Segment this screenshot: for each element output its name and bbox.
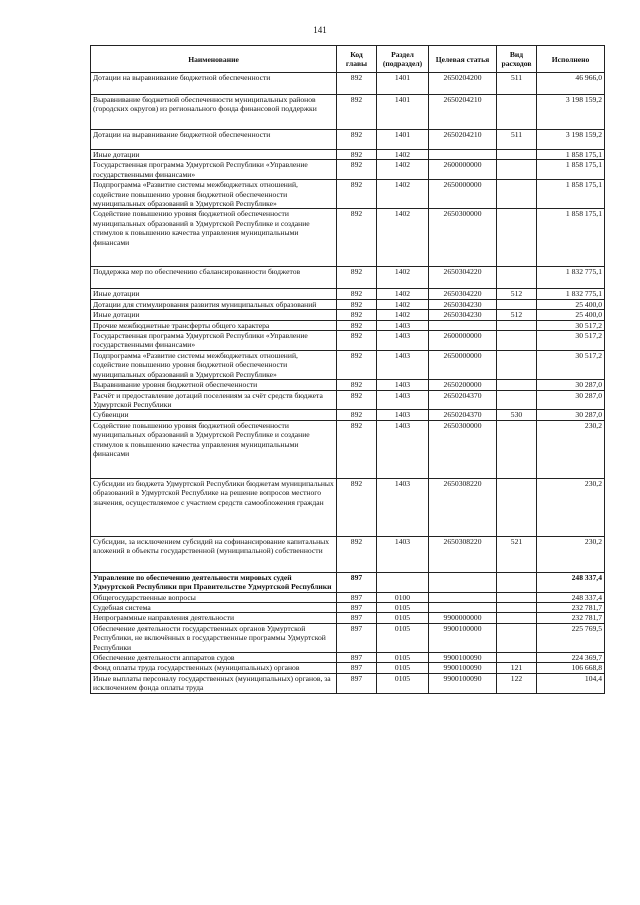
- row-section: 1401: [377, 130, 429, 150]
- table-row: [91, 663, 605, 673]
- row-article: 9900100090: [429, 673, 497, 693]
- row-sum: 30 517,2: [537, 331, 605, 351]
- row-section: [377, 572, 429, 592]
- row-name: Выравнивание уровня бюджетной обеспеченности: [91, 380, 337, 390]
- row-section: 1402: [377, 209, 429, 267]
- row-section: 1402: [377, 150, 429, 160]
- row-article: 2650304220: [429, 289, 497, 299]
- row-sum: 232 781,7: [537, 602, 605, 612]
- row-expense: [497, 320, 537, 330]
- row-code: 897: [337, 592, 377, 602]
- row-code: 892: [337, 410, 377, 420]
- table-row: [91, 331, 605, 351]
- row-expense: 122: [497, 673, 537, 693]
- row-name: Иные дотации: [91, 310, 337, 320]
- row-section: 1403: [377, 380, 429, 390]
- row-code: 892: [337, 478, 377, 536]
- row-section: 1402: [377, 310, 429, 320]
- row-expense: 512: [497, 310, 537, 320]
- row-section: 1403: [377, 350, 429, 379]
- row-code: 897: [337, 613, 377, 623]
- row-code: 892: [337, 299, 377, 309]
- row-article: 2650304230: [429, 310, 497, 320]
- row-sum: 1 858 175,1: [537, 150, 605, 160]
- row-article: [429, 150, 497, 160]
- row-name: Подпрограмма «Развитие системы межбюджетных отношений, содействие повышению уровня бюджетной обеспеченности муниципальных образований в Удмуртской Республике»: [91, 350, 337, 379]
- table-row: [91, 410, 605, 420]
- row-article: 9900100090: [429, 652, 497, 662]
- row-code: 897: [337, 652, 377, 662]
- row-article: 2650300000: [429, 420, 497, 478]
- row-code: 892: [337, 95, 377, 130]
- header-sum: Исполнено: [537, 46, 605, 73]
- row-section: 1403: [377, 320, 429, 330]
- row-article: 2600000000: [429, 331, 497, 351]
- row-code: 897: [337, 602, 377, 612]
- row-section: 1403: [377, 420, 429, 478]
- row-name: Расчёт и предоставление дотаций поселениям за счёт средств бюджета Удмуртской Республики: [91, 390, 337, 410]
- row-code: 892: [337, 267, 377, 289]
- row-code: 897: [337, 623, 377, 652]
- table-row: [91, 299, 605, 309]
- row-expense: [497, 267, 537, 289]
- row-name: Судебная система: [91, 602, 337, 612]
- row-name: Фонд оплаты труда государственных (муниципальных) органов: [91, 663, 337, 673]
- row-sum: 30 287,0: [537, 390, 605, 410]
- row-code: 892: [337, 160, 377, 180]
- table-row: [91, 209, 605, 267]
- table-row: [91, 602, 605, 612]
- row-expense: [497, 613, 537, 623]
- header-article: Целевая статья: [429, 46, 497, 73]
- row-expense: 511: [497, 73, 537, 95]
- row-section: 1403: [377, 331, 429, 351]
- row-sum: 25 400,0: [537, 299, 605, 309]
- row-expense: 521: [497, 536, 537, 572]
- row-name: Обеспечение деятельности аппаратов судов: [91, 652, 337, 662]
- row-code: 892: [337, 380, 377, 390]
- row-code: 897: [337, 572, 377, 592]
- row-section: 1401: [377, 73, 429, 95]
- budget-table: [90, 45, 605, 694]
- table-header-row: [91, 46, 605, 73]
- row-name: Государственная программа Удмуртской Республики «Управление государственными финансами»: [91, 160, 337, 180]
- row-section: 1402: [377, 160, 429, 180]
- row-section: 0105: [377, 623, 429, 652]
- table-row: [91, 390, 605, 410]
- table-row: [91, 673, 605, 693]
- header-code: Код главы: [337, 46, 377, 73]
- row-sum: 30 287,0: [537, 380, 605, 390]
- row-name: Обеспечение деятельности государственных органов Удмуртской Республики, не включённых в государственные программы Удмуртской Республики: [91, 623, 337, 652]
- row-sum: 1 858 175,1: [537, 180, 605, 209]
- row-section: 0100: [377, 592, 429, 602]
- row-code: 892: [337, 130, 377, 150]
- row-expense: [497, 602, 537, 612]
- row-code: 892: [337, 73, 377, 95]
- row-expense: [497, 350, 537, 379]
- row-code: 892: [337, 536, 377, 572]
- row-article: 9900000000: [429, 613, 497, 623]
- row-sum: 230,2: [537, 420, 605, 478]
- row-expense: 512: [497, 289, 537, 299]
- row-sum: 1 858 175,1: [537, 160, 605, 180]
- row-section: 1403: [377, 478, 429, 536]
- row-sum: 3 198 159,2: [537, 130, 605, 150]
- row-name: Субсидии из бюджета Удмуртской Республики бюджетам муниципальных образований в Удмуртской Республике на решение вопросов местного значения, осуществляемое с участием средств самообложения граждан: [91, 478, 337, 536]
- row-article: 2650204210: [429, 95, 497, 130]
- header-expense: Вид расходов: [497, 46, 537, 73]
- row-article: 9900100000: [429, 623, 497, 652]
- row-sum: 104,4: [537, 673, 605, 693]
- row-expense: [497, 160, 537, 180]
- row-name: Непрограммные направления деятельности: [91, 613, 337, 623]
- row-article: [429, 602, 497, 612]
- table-row: [91, 592, 605, 602]
- row-section: 1402: [377, 267, 429, 289]
- table-row: [91, 310, 605, 320]
- row-code: 892: [337, 331, 377, 351]
- row-code: 892: [337, 209, 377, 267]
- row-code: 892: [337, 150, 377, 160]
- row-code: 892: [337, 390, 377, 410]
- row-sum: 3 198 159,2: [537, 95, 605, 130]
- table-row: [91, 130, 605, 150]
- row-expense: [497, 652, 537, 662]
- row-article: 2650000000: [429, 180, 497, 209]
- row-code: 897: [337, 663, 377, 673]
- row-section: 1401: [377, 95, 429, 130]
- row-section: 1403: [377, 390, 429, 410]
- row-section: 0105: [377, 652, 429, 662]
- table-row: [91, 95, 605, 130]
- row-name: Субсидии, за исключением субсидий на софинансирование капитальных вложений в объекты государственной (муниципальной) собственности: [91, 536, 337, 572]
- row-sum: 230,2: [537, 536, 605, 572]
- table-row: [91, 420, 605, 478]
- row-name: Содействие повышению уровня бюджетной обеспеченности муниципальных образований в Удмуртской Республике и создание стимулов к повышению качества управления муниципальными финансами: [91, 209, 337, 267]
- row-article: [429, 320, 497, 330]
- row-expense: 121: [497, 663, 537, 673]
- page-number: 141: [313, 25, 327, 35]
- row-sum: 232 781,7: [537, 613, 605, 623]
- row-sum: 25 400,0: [537, 310, 605, 320]
- row-expense: [497, 390, 537, 410]
- row-section: 1403: [377, 536, 429, 572]
- row-section: 0105: [377, 663, 429, 673]
- row-expense: [497, 209, 537, 267]
- table-row: [91, 73, 605, 95]
- table-row: [91, 180, 605, 209]
- row-expense: [497, 623, 537, 652]
- table-row: [91, 613, 605, 623]
- row-article: 2650300000: [429, 209, 497, 267]
- row-section: 0105: [377, 602, 429, 612]
- row-article: 2650204210: [429, 130, 497, 150]
- header-name: Наименование: [91, 46, 337, 73]
- row-code: 897: [337, 673, 377, 693]
- table-row: [91, 289, 605, 299]
- row-expense: [497, 420, 537, 478]
- row-article: 2650204200: [429, 73, 497, 95]
- row-article: 2650308220: [429, 536, 497, 572]
- row-code: 892: [337, 350, 377, 379]
- table-row: [91, 350, 605, 379]
- row-expense: [497, 95, 537, 130]
- row-name: Государственная программа Удмуртской Республики «Управление государственными финансами»: [91, 331, 337, 351]
- table-row: [91, 623, 605, 652]
- table-row: [91, 267, 605, 289]
- row-name: Дотации для стимулирования развития муниципальных образований: [91, 299, 337, 309]
- row-name: Выравнивание бюджетной обеспеченности муниципальных районов (городских округов) из регионального фонда финансовой поддержки: [91, 95, 337, 130]
- row-expense: 530: [497, 410, 537, 420]
- row-code: 892: [337, 320, 377, 330]
- row-sum: 1 832 775,1: [537, 267, 605, 289]
- row-section: 0105: [377, 673, 429, 693]
- row-code: 892: [337, 310, 377, 320]
- row-sum: 46 966,0: [537, 73, 605, 95]
- row-article: 2650000000: [429, 350, 497, 379]
- row-article: [429, 572, 497, 592]
- row-article: 2650304220: [429, 267, 497, 289]
- row-article: 9900100090: [429, 663, 497, 673]
- row-section: 1402: [377, 289, 429, 299]
- row-article: 2600000000: [429, 160, 497, 180]
- row-code: 892: [337, 420, 377, 478]
- row-expense: [497, 299, 537, 309]
- row-expense: [497, 380, 537, 390]
- row-expense: [497, 478, 537, 536]
- row-expense: 511: [497, 130, 537, 150]
- row-section: 1402: [377, 180, 429, 209]
- row-expense: [497, 592, 537, 602]
- row-section: 0105: [377, 613, 429, 623]
- table-row: [91, 150, 605, 160]
- row-sum: 230,2: [537, 478, 605, 536]
- row-name: Дотации на выравнивание бюджетной обеспеченности: [91, 130, 337, 150]
- row-name: Содействие повышению уровня бюджетной обеспеченности муниципальных образований в Удмуртской Республике и создание стимулов к повышению качества управления муниципальными финансами: [91, 420, 337, 478]
- row-expense: [497, 572, 537, 592]
- table-row: [91, 478, 605, 536]
- row-article: 2650304230: [429, 299, 497, 309]
- row-expense: [497, 150, 537, 160]
- row-expense: [497, 180, 537, 209]
- row-expense: [497, 331, 537, 351]
- row-name: Управление по обеспечению деятельности мировых судей Удмуртской Республики при Правительстве Удмуртской Республики: [91, 572, 337, 592]
- row-code: 892: [337, 180, 377, 209]
- row-article: 2650204370: [429, 410, 497, 420]
- row-code: 892: [337, 289, 377, 299]
- row-sum: 248 337,4: [537, 592, 605, 602]
- row-sum: 30 517,2: [537, 350, 605, 379]
- row-sum: 1 832 775,1: [537, 289, 605, 299]
- row-name: Прочие межбюджетные трансферты общего характера: [91, 320, 337, 330]
- row-name: Дотации на выравнивание бюджетной обеспеченности: [91, 73, 337, 95]
- table-row: [91, 536, 605, 572]
- row-section: 1402: [377, 299, 429, 309]
- row-article: 2650308220: [429, 478, 497, 536]
- row-article: 2650200000: [429, 380, 497, 390]
- table-row: [91, 160, 605, 180]
- row-name: Общегосударственные вопросы: [91, 592, 337, 602]
- row-name: Иные дотации: [91, 289, 337, 299]
- table-row: [91, 380, 605, 390]
- row-sum: 30 287,0: [537, 410, 605, 420]
- row-name: Подпрограмма «Развитие системы межбюджетных отношений, содействие повышению уровня бюджетной обеспеченности муниципальных образований в Удмуртской Республике»: [91, 180, 337, 209]
- table-row: [91, 652, 605, 662]
- row-sum: 224 369,7: [537, 652, 605, 662]
- header-section: Раздел (подраздел): [377, 46, 429, 73]
- row-sum: 106 668,8: [537, 663, 605, 673]
- row-section: 1403: [377, 410, 429, 420]
- row-sum: 225 769,5: [537, 623, 605, 652]
- row-sum: 30 517,2: [537, 320, 605, 330]
- row-name: Иные выплаты персоналу государственных (муниципальных) органов, за исключением фонда оплаты труда: [91, 673, 337, 693]
- row-article: 2650204370: [429, 390, 497, 410]
- row-name: Поддержка мер по обеспечению сбалансированности бюджетов: [91, 267, 337, 289]
- row-sum: 248 337,4: [537, 572, 605, 592]
- row-name: Иные дотации: [91, 150, 337, 160]
- row-article: [429, 592, 497, 602]
- row-name: Субвенции: [91, 410, 337, 420]
- table-row: [91, 320, 605, 330]
- row-sum: 1 858 175,1: [537, 209, 605, 267]
- table-row-department: [91, 572, 605, 592]
